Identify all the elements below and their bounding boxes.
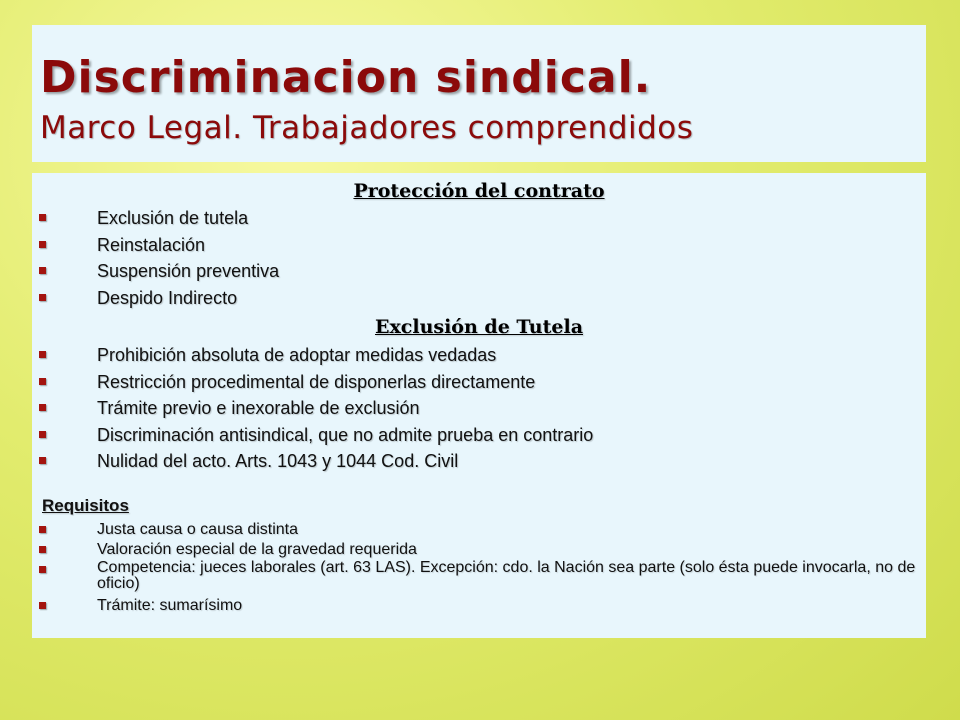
requisitos-list	[32, 520, 917, 616]
bullet-icon	[39, 526, 46, 533]
section-heading-proteccion: Protección del contrato	[353, 180, 605, 202]
proteccion-list	[32, 205, 279, 311]
bullet-icon	[39, 431, 46, 438]
title-panel	[32, 25, 926, 162]
list-item: Reinstalación	[32, 232, 279, 259]
bullet-icon	[39, 546, 46, 553]
requisitos-label: Requisitos	[42, 496, 129, 515]
bullet-icon	[39, 294, 46, 301]
bullet-icon	[39, 404, 46, 411]
exclusion-list	[32, 342, 593, 475]
bullet-icon	[39, 457, 46, 464]
list-item: Competencia: jueces laborales (art. 63 LAS). Excepción: cdo. la Nación sea parte (solo ésta puede invocarla, no de oficio)	[32, 560, 917, 596]
list-item: Prohibición absoluta de adoptar medidas vedadas	[32, 342, 593, 369]
slide-title: Discriminacion sindical.	[40, 52, 652, 103]
list-item: Trámite: sumarísimo	[32, 596, 917, 616]
list-item: Nulidad del acto. Arts. 1043 y 1044 Cod. Civil	[32, 448, 593, 475]
bullet-icon	[39, 214, 46, 221]
list-item: Restricción procedimental de disponerlas directamente	[32, 369, 593, 396]
section-heading-exclusion: Exclusión de Tutela	[374, 316, 584, 338]
bullet-icon	[39, 241, 46, 248]
bullet-icon	[39, 602, 46, 609]
list-item: Despido Indirecto	[32, 285, 279, 312]
list-item: Valoración especial de la gravedad requerida	[32, 540, 917, 560]
bullet-icon	[39, 566, 46, 573]
bullet-icon	[39, 378, 46, 385]
list-item: Trámite previo e inexorable de exclusión	[32, 395, 593, 422]
list-item: Justa causa o causa distinta	[32, 520, 917, 540]
bullet-icon	[39, 351, 46, 358]
list-item: Suspensión preventiva	[32, 258, 279, 285]
content-panel	[32, 173, 926, 638]
slide-subtitle: Marco Legal. Trabajadores comprendidos	[40, 110, 694, 146]
list-item: Exclusión de tutela	[32, 205, 279, 232]
list-item: Discriminación antisindical, que no admite prueba en contrario	[32, 422, 593, 449]
bullet-icon	[39, 267, 46, 274]
